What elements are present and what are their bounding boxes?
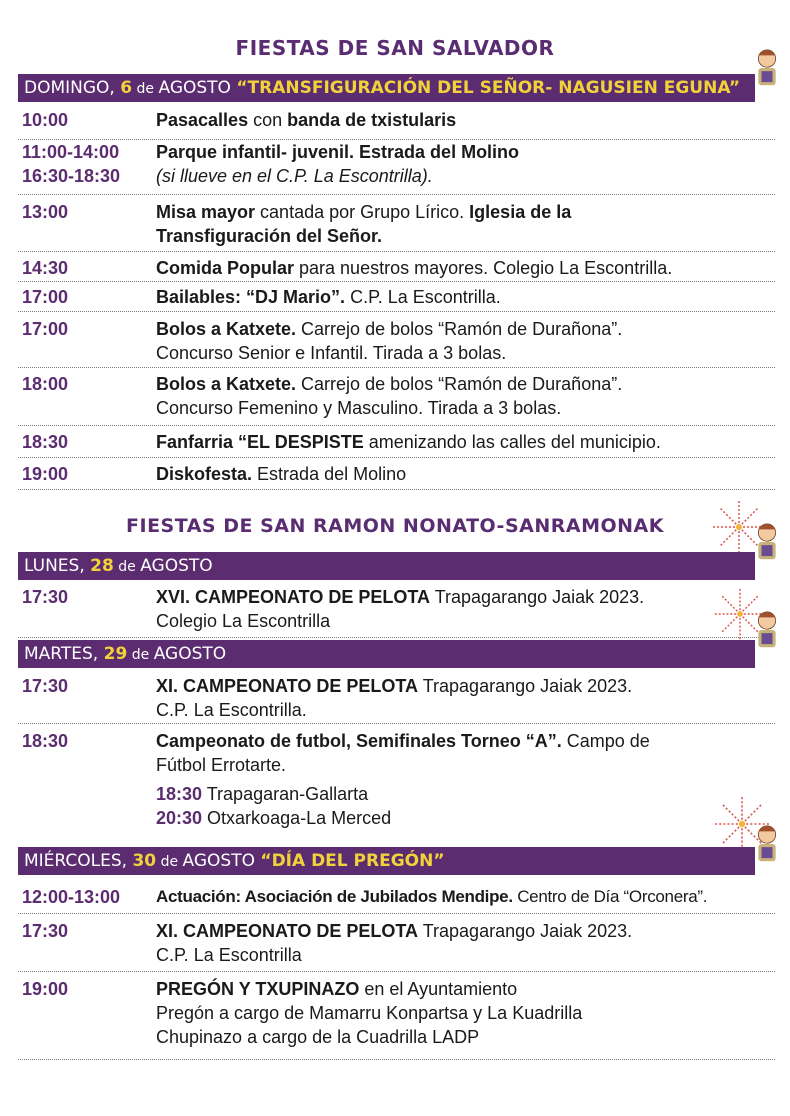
event-description	[156, 372, 776, 420]
event-description	[156, 285, 776, 309]
event-text-line2: Fútbol Errotarte.	[156, 755, 287, 775]
event-text: Trapagarango Jaiak 2023.	[430, 587, 645, 607]
event-time: 13:00	[22, 202, 69, 222]
event-text-line3: Chupinazo a cargo de la Cuadrilla LADP	[156, 1027, 480, 1047]
event-description	[156, 885, 776, 909]
event-time: 18:00	[22, 374, 69, 394]
event-time: 18:30	[22, 432, 69, 452]
event-text-line2: Colegio La Escontrilla	[156, 611, 331, 631]
match-teams: Otxarkoaga-La Merced	[202, 808, 392, 828]
event-time: 17:30	[22, 921, 69, 941]
event-time: 18:30	[22, 731, 69, 751]
event-time-2: 16:30-18:30	[22, 166, 121, 186]
event-text: C.P. La Escontrilla.	[345, 287, 501, 307]
event-row	[18, 914, 775, 972]
bar-day: MARTES,	[24, 644, 104, 664]
event-row	[18, 882, 775, 914]
event-text: Centro de Día “Orconera”.	[512, 887, 708, 906]
event-bold: Misa mayor	[156, 202, 256, 222]
bar-de: de	[127, 647, 154, 663]
bar-de: de	[132, 81, 159, 97]
event-bold: Pasacalles	[156, 110, 249, 130]
event-time: 17:00	[22, 319, 69, 339]
event-text-line2: C.P. La Escontrilla.	[156, 700, 307, 720]
event-description	[156, 317, 776, 365]
event-text-line2: Concurso Senior e Infantil. Tirada a 3 bolas.	[156, 343, 507, 363]
event-bold: banda de txistularis	[287, 110, 457, 130]
event-description	[156, 729, 776, 830]
event-time: 10:00	[22, 110, 69, 130]
bar-month: AGOSTO	[140, 556, 213, 576]
event-description	[156, 674, 776, 722]
event-bold: Bolos a Katxete.	[156, 374, 297, 394]
event-text-line2: Concurso Femenino y Masculino. Tirada a 3 bolas.	[156, 398, 562, 418]
bar-de: de	[156, 854, 183, 870]
event-bold: XI. CAMPEONATO DE PELOTA	[156, 921, 419, 941]
event-bold: Fanfarria “EL DESPISTE	[156, 432, 364, 452]
event-text-line2: C.P. La Escontrilla	[156, 945, 302, 965]
bar-day-number: 30	[132, 851, 157, 871]
event-text: para nuestros mayores. Colegio La Escontrilla.	[294, 258, 673, 278]
event-row	[18, 140, 775, 195]
event-bold: Diskofesta.	[156, 464, 253, 484]
event-bold: Actuación: Asociación de Jubilados Mendipe.	[156, 887, 513, 906]
event-text: Carrejo de bolos “Ramón de Durañona”.	[296, 374, 623, 394]
event-bold: Parque infantil- juvenil. Estrada del Molino	[156, 142, 520, 162]
section-title-san-ramon: FIESTAS DE SAN RAMON NONATO-SANRAMONAK	[126, 515, 664, 537]
event-description	[156, 462, 776, 486]
match-teams: Trapagaran-Gallarta	[202, 784, 369, 804]
bar-day-number: 6	[120, 78, 133, 98]
event-description	[156, 919, 776, 967]
event-text: en el Ayuntamiento	[359, 979, 518, 999]
bar-day-number: 29	[103, 644, 128, 664]
bar-month: AGOSTO	[182, 851, 261, 871]
event-bold: Comida Popular	[156, 258, 295, 278]
bar-de: de	[113, 559, 141, 575]
event-time: 19:00	[22, 979, 69, 999]
event-time: 14:30	[22, 258, 69, 278]
event-bold: Bailables: “DJ Mario”.	[156, 287, 346, 307]
event-text: Campo de	[561, 731, 650, 751]
event-text: Trapagarango Jaiak 2023.	[418, 921, 633, 941]
event-row	[18, 972, 775, 1060]
section-title-san-salvador: FIESTAS DE SAN SALVADOR	[235, 36, 555, 60]
event-text: amenizando las calles del municipio.	[363, 432, 661, 452]
event-time: 12:00-13:00	[22, 887, 121, 907]
bar-day: MIÉRCOLES,	[24, 851, 133, 871]
day-bar-lunes	[18, 552, 755, 580]
event-row	[18, 458, 775, 490]
event-description	[156, 108, 776, 132]
event-italic: (si llueve en el C.P. La Escontrilla).	[156, 166, 433, 186]
event-bold: Transfiguración del Señor.	[156, 226, 383, 246]
event-time: 17:00	[22, 287, 69, 307]
event-description	[156, 256, 776, 280]
bar-extra: “TRANSFIGURACIÓN DEL SEÑOR- NAGUSIEN EGUNA”	[236, 78, 741, 98]
match-time: 18:30	[156, 784, 203, 804]
event-row	[18, 195, 775, 252]
day-bar-domingo	[18, 74, 755, 102]
event-bold: Bolos a Katxete.	[156, 319, 297, 339]
event-bold: Campeonato de futbol, Semifinales Torneo “A”.	[156, 731, 562, 751]
event-row	[18, 368, 775, 426]
event-bold: XVI. CAMPEONATO DE PELOTA	[156, 587, 431, 607]
event-time-1: 11:00-14:00	[22, 142, 120, 162]
event-bold: Iglesia de la	[469, 202, 572, 222]
match-time: 20:30	[156, 808, 203, 828]
bar-day: LUNES,	[24, 556, 91, 576]
event-row	[18, 108, 775, 140]
event-description	[156, 140, 776, 188]
event-description	[156, 977, 776, 1049]
event-description	[156, 430, 776, 454]
bar-day-number: 28	[90, 556, 114, 576]
event-time	[22, 140, 152, 188]
event-row	[18, 426, 775, 458]
bar-day: DOMINGO,	[24, 78, 121, 98]
event-row	[18, 312, 775, 368]
bar-month: AGOSTO	[158, 78, 237, 98]
event-row	[18, 252, 775, 282]
day-bar-martes	[18, 640, 755, 668]
event-bold: PREGÓN Y TXUPINAZO	[156, 979, 360, 999]
event-row	[18, 674, 775, 724]
event-text-line2: Pregón a cargo de Mamarru Konpartsa y La Kuadrilla	[156, 1003, 583, 1023]
event-description	[156, 200, 776, 248]
event-time: 19:00	[22, 464, 69, 484]
event-text: Trapagarango Jaiak 2023.	[418, 676, 633, 696]
mascot-icon	[748, 46, 786, 90]
event-text: Carrejo de bolos “Ramón de Durañona”.	[296, 319, 623, 339]
event-row	[18, 724, 775, 836]
event-row	[18, 585, 775, 638]
bar-extra: “DÍA DEL PREGÓN”	[260, 851, 445, 871]
event-time: 17:30	[22, 676, 69, 696]
event-text: Estrada del Molino	[252, 464, 407, 484]
day-bar-miercoles	[18, 847, 755, 875]
event-row	[18, 282, 775, 312]
event-bold: XI. CAMPEONATO DE PELOTA	[156, 676, 419, 696]
bar-month: AGOSTO	[153, 644, 227, 664]
event-description	[156, 585, 776, 633]
event-time: 17:30	[22, 587, 69, 607]
event-text: cantada por Grupo Lírico.	[255, 202, 470, 222]
event-text: con	[248, 110, 288, 130]
